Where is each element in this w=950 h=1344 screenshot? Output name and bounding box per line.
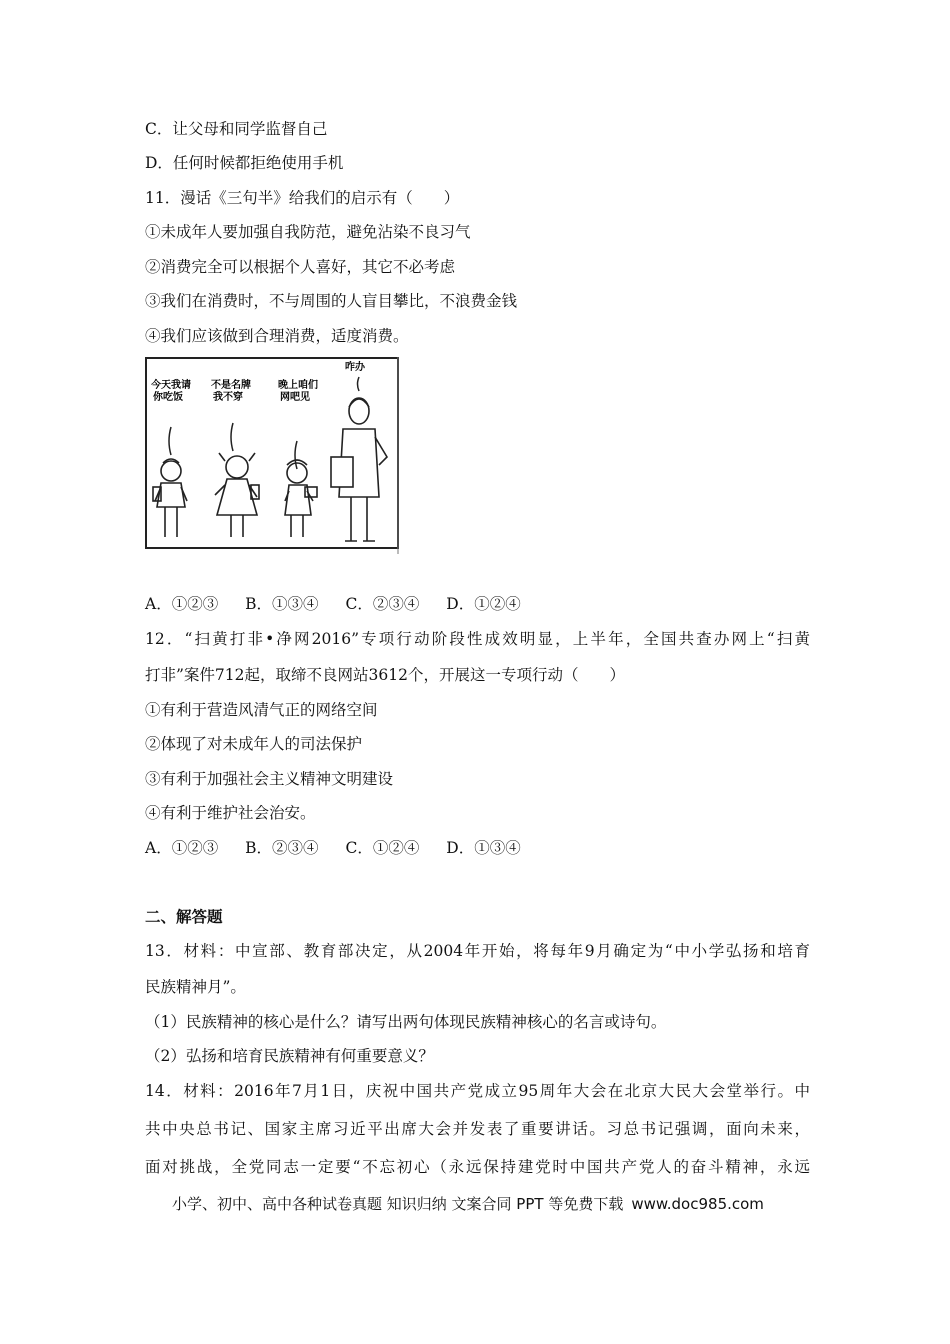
q11-option-c: C．②③④ (345, 595, 420, 613)
q11-option-b: B．①③④ (245, 595, 319, 613)
q11-cartoon-image (145, 357, 399, 554)
cartoon-bubble-3-line1: 晚上咱们 (278, 380, 318, 391)
q10-option-d: D．任何时候都拒绝使用手机 (145, 154, 344, 172)
q11-item-2: ②消费完全可以根据个人喜好，其它不必考虑 (145, 258, 456, 276)
q11-option-a: A．①②③ (145, 595, 219, 613)
page-footer (172, 1193, 764, 1214)
q11-item-3: ③我们在消费时，不与周围的人盲目攀比，不浪费金钱 (145, 292, 518, 310)
q11-item-4: ④我们应该做到合理消费，适度消费。 (145, 327, 409, 345)
footer-url[interactable]: www.doc985.com (631, 1195, 764, 1213)
q12-options (145, 838, 543, 858)
cartoon-bubble-4: 咋办 (345, 362, 365, 373)
section-heading: 二、解答题 (145, 908, 223, 926)
q13-material-line2: 民族精神月”。 (145, 978, 246, 996)
q14-material-line3: 面对挑战，全党同志一定要“不忘初心（永远保持建党时中国共产党人的奋斗精神，永远 (145, 1158, 810, 1176)
cartoon-bubble-2-line1: 不是名牌 (211, 380, 251, 391)
q14-material-line1: 14．材料：2016年7月1日，庆祝中国共产党成立95周年大会在北京大民大会堂举行。中 (145, 1082, 810, 1100)
q12-item-3: ③有利于加强社会主义精神文明建设 (145, 770, 394, 788)
q12-option-d: D．①③④ (446, 839, 521, 857)
q11-item-1: ①未成年人要加强自我防范，避免沾染不良习气 (145, 223, 471, 241)
footer-text: 小学、初中、高中各种试卷真题 知识归纳 文案合同 PPT 等免费下载 (172, 1195, 624, 1213)
q14-material-line2: 共中央总书记、国家主席习近平出席大会并发表了重要讲话。习总书记强调，面向未来， (145, 1120, 810, 1138)
q12-option-a: A．①②③ (145, 839, 219, 857)
q12-item-1: ①有利于营造风清气正的网络空间 (145, 701, 378, 719)
q13-subquestion-1: （1）民族精神的核心是什么？请写出两句体现民族精神核心的名言或诗句。 (145, 1013, 667, 1031)
q12-option-b: B．②③④ (245, 839, 319, 857)
cartoon-bubble-1-line1: 今天我请 (151, 380, 191, 391)
q12-stem-line2: 打非”案件712起，取缔不良网站3612个，开展这一专项行动（ ） (145, 666, 625, 684)
q12-stem-line1: 12．“扫黄打非•净网2016”专项行动阶段性成效明显，上半年，全国共查办网上“扫黄 (145, 630, 810, 648)
cartoon-bubble-1-line2: 你吃饭 (153, 392, 183, 403)
q11-option-d: D．①②④ (446, 595, 521, 613)
cartoon-bubble-2-line2: 我不穿 (213, 392, 243, 403)
cartoon-bubble-3-line2: 网吧见 (280, 392, 310, 403)
q13-material-line1: 13．材料：中宣部、教育部决定，从2004年开始，将每年9月确定为“中小学弘扬和培育 (145, 942, 810, 960)
q12-item-4: ④有利于维护社会治安。 (145, 804, 316, 822)
q13-subquestion-2: （2）弘扬和培育民族精神有何重要意义？ (145, 1047, 434, 1065)
q12-item-2: ②体现了对未成年人的司法保护 (145, 735, 363, 753)
q12-option-c: C．①②④ (345, 839, 420, 857)
q11-stem: 11．漫话《三句半》给我们的启示有（ ） (145, 189, 460, 207)
q11-options (145, 594, 543, 614)
q10-option-c: C．让父母和同学监督自己 (145, 120, 328, 138)
